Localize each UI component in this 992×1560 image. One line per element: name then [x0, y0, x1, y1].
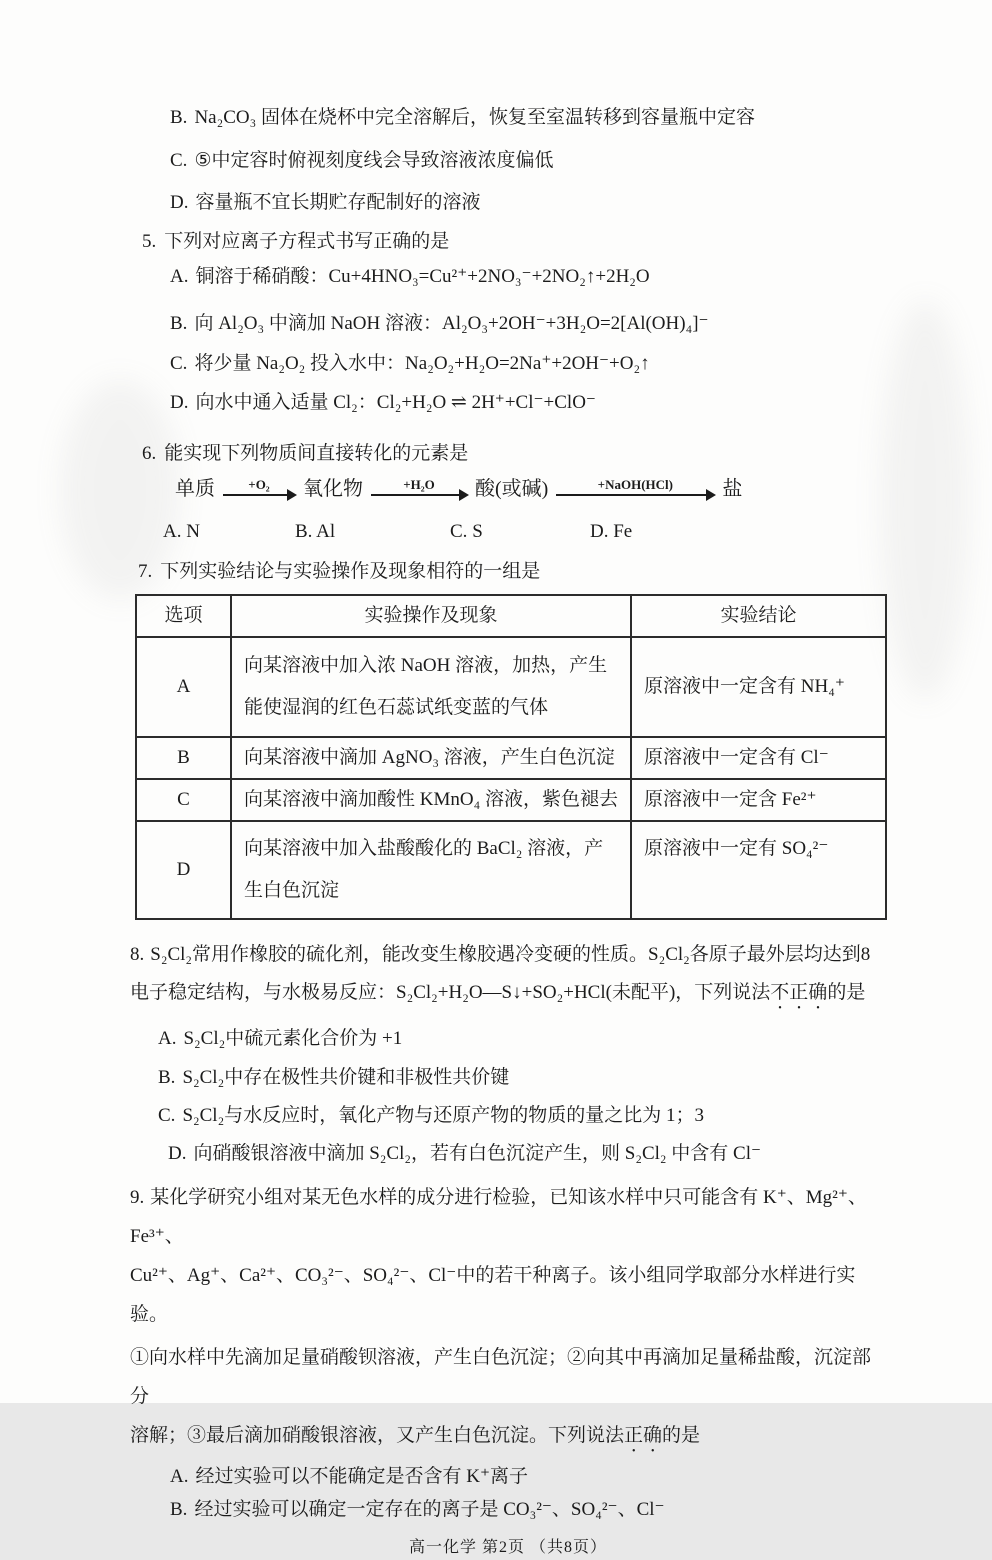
- option-label: A.: [170, 266, 189, 287]
- q9-stem-line1: [130, 1178, 886, 1256]
- q7-stem: [138, 560, 886, 584]
- option-text: 将少量 Na₂O₂ 投入水中：Na₂O₂+H₂O=2Na⁺+2OH⁻+O₂↑: [194, 353, 650, 374]
- arrow-label: +NaOH(HCl): [597, 477, 673, 492]
- q4-option-d: [170, 191, 886, 215]
- question-text: S₂Cl₂常用作橡胶的硫化剂，能改变生橡胶遇冷变硬的性质。S₂Cl₂各原子最外层均达到8: [150, 944, 871, 965]
- question-text-emphasis: 不正确: [770, 982, 828, 1003]
- option-label: D.: [170, 192, 189, 213]
- q8-option-a: [158, 1027, 886, 1051]
- question-text: 电子稳定结构，与水极易反应：S₂Cl₂+H₂O—S↓+SO₂+HCl(未配平)，下列说法: [130, 982, 771, 1003]
- q5-option-c: [170, 352, 886, 376]
- option-text: S: [472, 521, 483, 542]
- table-header-option: 选项: [136, 595, 231, 637]
- scan-artifact: [880, 300, 970, 700]
- q5-stem: [142, 230, 886, 254]
- cell-option: D: [136, 821, 231, 919]
- option-text: Al: [316, 521, 336, 542]
- reaction-arrow: [556, 478, 714, 496]
- q9-steps-line1: [130, 1338, 886, 1416]
- arrow-label: +O₂: [248, 477, 270, 492]
- table-row: [136, 737, 886, 779]
- cell-conclusion: 原溶液中一定有 SO₄²⁻: [631, 821, 886, 919]
- page-content: [130, 106, 886, 1560]
- option-label: C.: [158, 1105, 176, 1126]
- option-label: D.: [590, 521, 609, 542]
- question-text: ①向水样中先滴加足量硝酸钡溶液，产生白色沉淀；②向其中再滴加足量稀盐酸，沉淀部分: [130, 1347, 872, 1407]
- q6-option-d: [590, 520, 632, 544]
- question-text: 某化学研究小组对某无色水样的成分进行检验，已知该水样中只可能含有 K⁺、Mg²⁺、Fe³⁺、: [130, 1187, 867, 1247]
- question-number: 5.: [142, 231, 157, 252]
- q5-option-b: [170, 312, 886, 336]
- option-text: Fe: [613, 521, 633, 542]
- q9-option-b: [170, 1498, 886, 1522]
- option-label: B.: [170, 107, 188, 128]
- q6-options-row: [163, 520, 886, 544]
- q5-option-d: [170, 391, 886, 415]
- cell-operation: 向某溶液中滴加酸性 KMnO₄ 溶液，紫色褪去: [231, 779, 631, 821]
- option-text: S₂Cl₂中存在极性共价键和非极性共价键: [182, 1067, 510, 1088]
- q8-stem-line1: [130, 936, 886, 974]
- question-text-emphasis: 正确: [624, 1425, 663, 1446]
- reaction-arrow: [223, 478, 295, 496]
- table-header-operation: 实验操作及现象: [231, 595, 631, 637]
- question-text: 下列对应离子方程式书写正确的是: [164, 231, 450, 252]
- table-row: [136, 779, 886, 821]
- option-text: Na₂CO₃ 固体在烧杯中完全溶解后，恢复至室温转移到容量瓶中定容: [194, 107, 755, 128]
- q4-option-c: [170, 149, 886, 173]
- q9-option-a: [170, 1465, 886, 1489]
- option-text: S₂Cl₂中硫元素化合价为 +1: [183, 1028, 403, 1049]
- arrow-label: +H₂O: [403, 477, 435, 492]
- option-label: A.: [158, 1028, 177, 1049]
- arrow-icon: [371, 494, 467, 496]
- option-text: S₂Cl₂与水反应时，氧化产物与还原产物的物质的量之比为 1；3: [182, 1105, 704, 1126]
- q6-option-a: [163, 520, 295, 544]
- diagram-node: 氧化物: [303, 478, 363, 500]
- q8-option-b: [158, 1066, 886, 1090]
- option-label: B.: [170, 313, 188, 334]
- question-text: 的是: [827, 982, 866, 1003]
- cell-conclusion: 原溶液中一定含有 Cl⁻: [631, 737, 886, 779]
- option-label: C.: [450, 521, 468, 542]
- cell-operation: 向某溶液中加入盐酸酸化的 BaCl₂ 溶液，产生白色沉淀: [231, 821, 631, 919]
- option-label: A.: [170, 1466, 189, 1487]
- option-text: 向水中通入适量 Cl₂：Cl₂+H₂O ⇌ 2H⁺+Cl⁻+ClO⁻: [195, 392, 596, 413]
- q9-steps-line2: [130, 1416, 886, 1457]
- q7-table: [135, 594, 887, 920]
- cell-conclusion: 原溶液中一定含 Fe²⁺: [631, 779, 886, 821]
- question-text: 下列实验结论与实验操作及现象相符的一组是: [160, 561, 541, 582]
- cell-option: A: [136, 637, 231, 737]
- table-row: [136, 821, 886, 919]
- cell-operation: 向某溶液中加入浓 NaOH 溶液，加热，产生能使湿润的红色石蕊试纸变蓝的气体: [231, 637, 631, 737]
- option-text: 向硝酸银溶液中滴加 S₂Cl₂，若有白色沉淀产生，则 S₂Cl₂ 中含有 Cl⁻: [193, 1143, 761, 1164]
- q6-conversion-diagram: [175, 476, 886, 502]
- option-text: 向 Al₂O₃ 中滴加 NaOH 溶液：Al₂O₃+2OH⁻+3H₂O=2[Al(OH)₄]⁻: [194, 313, 709, 334]
- option-label: D.: [168, 1143, 187, 1164]
- option-label: C.: [170, 353, 188, 374]
- q8-stem: [130, 936, 886, 1014]
- question-number: 7.: [138, 561, 153, 582]
- option-text: 容量瓶不宜长期贮存配制好的溶液: [195, 192, 481, 213]
- table-header-row: [136, 595, 886, 637]
- q6-stem: [142, 442, 886, 466]
- question-text: 的是: [662, 1425, 701, 1446]
- question-number: 9.: [130, 1187, 145, 1208]
- arrow-icon: [556, 494, 714, 496]
- arrow-icon: [223, 494, 295, 496]
- question-number: 8.: [130, 944, 145, 965]
- reaction-arrow: [371, 478, 467, 496]
- question-text: 能实现下列物质间直接转化的元素是: [164, 443, 469, 464]
- question-text: Cu²⁺、Ag⁺、Ca²⁺、CO₃²⁻、SO₄²⁻、Cl⁻中的若干种离子。该小组同学取部分水样进行实验。: [130, 1265, 856, 1325]
- diagram-node: 酸(或碱): [475, 478, 549, 500]
- q5-option-a: [170, 265, 886, 289]
- table-row: [136, 637, 886, 737]
- cell-option: B: [136, 737, 231, 779]
- option-label: B.: [158, 1067, 176, 1088]
- option-label: D.: [170, 392, 189, 413]
- q9-stem-line2: [130, 1256, 886, 1334]
- cell-operation: 向某溶液中滴加 AgNO₃ 溶液，产生白色沉淀: [231, 737, 631, 779]
- question-text: 溶解；③最后滴加硝酸银溶液，又产生白色沉淀。下列说法: [130, 1425, 625, 1446]
- cell-conclusion: 原溶液中一定含有 NH₄⁺: [631, 637, 886, 737]
- cell-option: C: [136, 779, 231, 821]
- q9-stem: [130, 1178, 886, 1457]
- option-label: B.: [170, 1499, 188, 1520]
- option-label: C.: [170, 150, 188, 171]
- option-label: A.: [163, 521, 182, 542]
- q6-option-c: [450, 520, 590, 544]
- question-number: 6.: [142, 443, 157, 464]
- option-text: N: [186, 521, 200, 542]
- q8-option-d: [168, 1142, 886, 1166]
- table-header-conclusion: 实验结论: [631, 595, 886, 637]
- q4-option-b: [170, 106, 886, 130]
- page-footer: 高一化学 第2页 （共8页）: [408, 1539, 607, 1556]
- q8-option-c: [158, 1104, 886, 1128]
- option-text: 铜溶于稀硝酸：Cu+4HNO₃=Cu²⁺+2NO₃⁻+2NO₂↑+2H₂O: [195, 266, 650, 287]
- option-text: ⑤中定容时俯视刻度线会导致溶液浓度偏低: [194, 150, 554, 171]
- diagram-node: 盐: [722, 478, 743, 500]
- q6-option-b: [295, 520, 450, 544]
- option-text: 经过实验可以不能确定是否含有 K⁺离子: [195, 1466, 528, 1487]
- option-text: 经过实验可以确定一定存在的离子是 CO₃²⁻、SO₄²⁻、Cl⁻: [194, 1499, 665, 1520]
- q8-stem-line2: [130, 974, 886, 1014]
- diagram-node: 单质: [175, 478, 215, 500]
- option-label: B.: [295, 521, 313, 542]
